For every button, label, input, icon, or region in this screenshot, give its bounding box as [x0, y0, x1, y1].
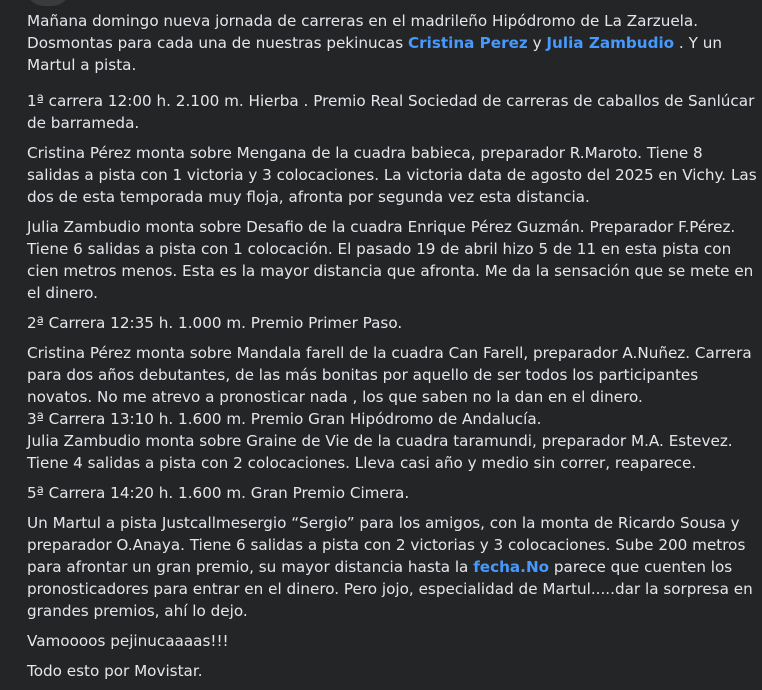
intro-text: Mañana domingo nueva jornada de carreras en el madrileño Hipódromo de La Zarzuela. Dosmontas para cada una de nuestras pekinucas [27, 12, 699, 52]
intro-between-text: y [527, 34, 547, 52]
post-body [27, 10, 757, 690]
post-intro [27, 10, 757, 76]
race1-title: 1ª carrera 12:00 h. 2.100 m. Hierba . Premio Real Sociedad de carreras de caballos de Sanlúcar de barrameda. [27, 92, 755, 132]
closing-cheer: Vamoooos pejinucaaaas!!! [27, 632, 229, 650]
mention-cristina-perez[interactable]: Cristina Perez [407, 34, 528, 52]
race5-text: Un Martul a pista Justcallmesergio “Sergio” para los amigos, con la monta de Ricardo Sousa y preparador O.Anaya. Tiene 6 salidas a pista con 2 victorias y 3 colocaciones. Sube 200 metros para afrontar un gran premio, su mayor distancia hasta la [27, 514, 746, 576]
intro-after-text: . Y un Martul a pista. [27, 34, 722, 74]
race3-julia-paragraph: Julia Zambudio monta sobre Graine de Vie de la cuadra taramundi, preparador M.A. Estevez. Tiene 4 salidas a pista con 2 colocaciones. Lleva casi año y medio sin correr, reaparece. [27, 432, 733, 472]
avatar[interactable] [26, 0, 70, 6]
mention-julia-zambudio[interactable]: Julia Zambudio [546, 34, 675, 52]
race3-title: 3ª Carrera 13:10 h. 1.600 m. Premio Gran Hipódromo de Andalucía. [27, 410, 542, 428]
closing-signoff: Todo esto por Movistar. [27, 662, 203, 680]
race5-after-text: parece que cuenten los pronosticadores para entrar en el dinero. Pero jojo, especialidad de Martul.....dar la sorpresa en grandes premios, ahí lo dejo. [27, 558, 753, 620]
hashtag-link[interactable]: fecha.No [473, 558, 550, 576]
race2-cristina-paragraph: Cristina Pérez monta sobre Mandala farell de la cuadra Can Farell, preparador A.Nuñez. Carrera para dos años debutantes, de las más bonitas por aquello de ser todos los participantes novatos. No me atrevo a pronosticar nada , los que saben no la dan en el dinero. [27, 344, 752, 406]
race1-julia-paragraph: Julia Zambudio monta sobre Desafio de la cuadra Enrique Pérez Guzmán. Preparador F.Pérez. Tiene 6 salidas a pista con 1 colocación. El pasado 19 de abril hizo 5 de 11 en esta pista con cien metros menos. Esta es la mayor distancia que afronta. Me da la sensación que se mete en el dinero. [27, 218, 754, 302]
race5-martul-paragraph [27, 512, 757, 622]
race5-title: 5ª Carrera 14:20 h. 1.600 m. Gran Premio Cimera. [27, 484, 410, 502]
race1-cristina-paragraph: Cristina Pérez monta sobre Mengana de la cuadra babieca, preparador R.Maroto. Tiene 8 salidas a pista con 1 victoria y 3 colocaciones. La victoria data de agosto del 2025 en Vichy. Las dos de esta temporada muy floja, afronta por segunda vez esta distancia. [27, 144, 757, 206]
race2-title: 2ª Carrera 12:35 h. 1.000 m. Premio Primer Paso. [27, 314, 403, 332]
